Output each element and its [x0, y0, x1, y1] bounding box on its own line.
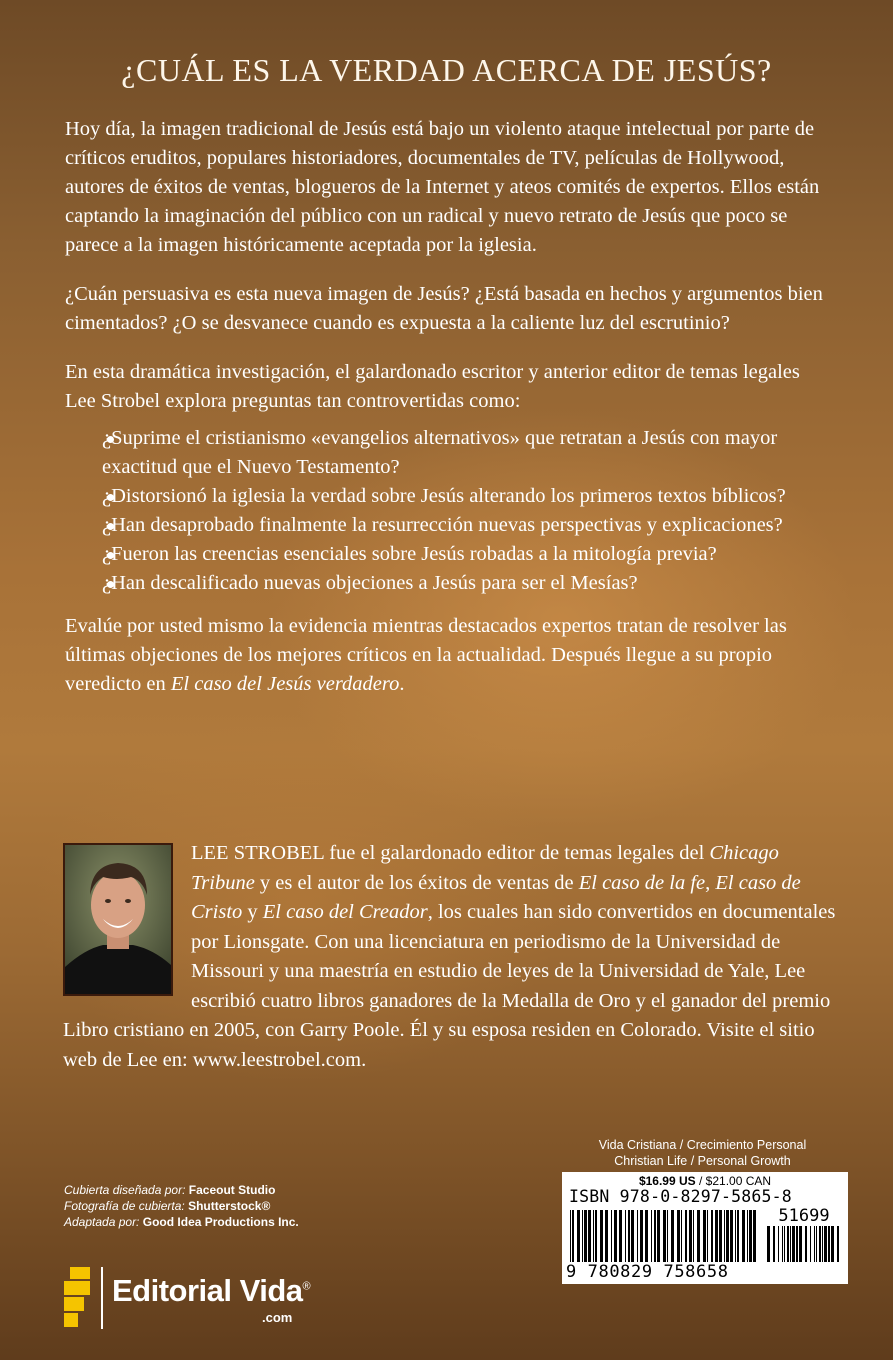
barcode-bar	[730, 1210, 733, 1262]
ean-barcode-icon	[570, 1210, 756, 1262]
book-title: El caso del Jesús verdadero	[170, 673, 400, 695]
barcode-bar	[593, 1210, 594, 1262]
isbn-number: ISBN 978-0-8297-5865-8	[569, 1187, 792, 1206]
barcode-bar	[773, 1226, 775, 1262]
barcode-bar	[640, 1210, 643, 1262]
ean-digits: 9 780829 758658	[566, 1262, 729, 1282]
barcode-bar	[681, 1210, 682, 1262]
addon-digits: 51699	[778, 1206, 830, 1226]
barcode-bar	[651, 1210, 652, 1262]
barcode-bar	[742, 1210, 745, 1262]
publisher-logo	[62, 1263, 342, 1333]
barcode-bar	[784, 1226, 785, 1262]
list-item: ¿Fueron las creencias esenciales sobre Jesús robadas a la mitología previa?	[102, 543, 717, 565]
barcode-bar	[747, 1210, 748, 1262]
barcode-bar	[719, 1210, 722, 1262]
barcode-bar	[605, 1210, 608, 1262]
list-item: ¿Han descalificado nuevas objeciones a Jesús para ser el Mesías?	[102, 572, 638, 594]
barcode-bar	[749, 1210, 752, 1262]
category-label: Vida Cristiana / Crecimiento Personal Christian Life / Personal Growth	[598, 1138, 807, 1168]
barcode-bar	[677, 1210, 680, 1262]
barcode-bar	[582, 1210, 583, 1262]
closing-paragraph: Evalúe por usted mismo la evidencia mientras destacados expertos tratan de resolver las últimas objeciones de los mejores críticos en la actualidad. Después llegue a su propio veredicto en El caso del Jesús verdadero.	[65, 615, 787, 695]
barcode-bar	[792, 1226, 795, 1262]
intro-paragraph: Hoy día, la imagen tradicional de Jesús está bajo un violento ataque intelectual por parte de críticos eruditos, populares historiadores, documentales de TV, películas de Hollywood, autores de éxitos de ventas, blogueros de la Internet y ateos comités de expertos. Ellos están captando la imaginación del público con un radical y nuevo retrato de Jesús que poco se parece a la imagen históricamente aceptada por la iglesia.	[65, 118, 820, 256]
barcode-bar	[799, 1226, 802, 1262]
barcode-bar	[595, 1210, 597, 1262]
credit-adaptation: Adaptada por: Good Idea Productions Inc.	[64, 1215, 299, 1229]
barcode-bar	[787, 1226, 789, 1262]
barcode-bar	[796, 1226, 798, 1262]
barcode-bar	[577, 1210, 580, 1262]
barcode-bar	[735, 1210, 736, 1262]
editorial-vida-mark-icon	[62, 1263, 92, 1331]
barcode-bar	[790, 1226, 791, 1262]
barcode-bar	[614, 1210, 617, 1262]
barcode-bar	[637, 1210, 638, 1262]
barcode-bar	[625, 1210, 626, 1262]
barcode-bar	[570, 1210, 571, 1262]
publisher-name: Editorial Vida®	[112, 1273, 311, 1308]
barcode-bar	[667, 1210, 668, 1262]
barcode-bar	[753, 1210, 756, 1262]
logo-divider	[101, 1267, 103, 1329]
barcode-bar	[685, 1210, 687, 1262]
credit-photo: Fotografía de cubierta: Shutterstock®	[64, 1199, 271, 1213]
addon-barcode-icon	[767, 1226, 841, 1262]
author-name: LEE STROBEL	[191, 842, 325, 864]
back-cover-title: ¿CUÁL ES LA VERDAD ACERCA DE JESÚS?	[121, 52, 772, 88]
barcode-bar	[619, 1210, 622, 1262]
barcode-bar	[715, 1210, 718, 1262]
barcode-bar	[831, 1226, 834, 1262]
barcode-bar	[703, 1210, 706, 1262]
list-item: ¿Distorsionó la iglesia la verdad sobre Jesús alterando los primeros textos bíblicos?	[102, 485, 786, 507]
barcode-bar	[737, 1210, 739, 1262]
barcode-bar	[631, 1210, 634, 1262]
barcode-bar	[724, 1210, 725, 1262]
barcode-bar	[824, 1226, 827, 1262]
cover-credits	[64, 1182, 299, 1230]
barcode-bar	[693, 1210, 694, 1262]
barcode-bar	[828, 1226, 830, 1262]
publisher-domain: .com	[262, 1310, 293, 1325]
barcode-bar	[671, 1210, 674, 1262]
price-label: $16.99 US / $21.00 CAN	[638, 1174, 772, 1188]
barcode-bar	[822, 1226, 823, 1262]
barcode-bar	[628, 1210, 630, 1262]
barcode-bar	[819, 1226, 821, 1262]
barcode-panel	[562, 1172, 848, 1284]
barcode-bar	[778, 1226, 779, 1262]
barcode-bar	[663, 1210, 666, 1262]
barcode-bar	[782, 1226, 783, 1262]
investigation-paragraph: En esta dramática investigación, el galardonado escritor y anterior editor de temas legales Lee Strobel explora preguntas tan controvertidas como:	[65, 361, 800, 412]
barcode-bar	[697, 1210, 700, 1262]
barcode-bar	[645, 1210, 648, 1262]
author-bio: LEE STROBEL fue el galardonado editor de temas legales del Chicago Tribune y es el autor de los éxitos de ventas de El caso de la fe, El caso de Cristo y El caso del Creador, los cuales han sido convertidos en documentales por Lionsgate. Con una licenciatura en periodismo de la Universidad de Missouri y una maestría en estudio de leyes de la Universidad de Yale, Lee escribió cuatro libros ganadores de la Medalla de Oro y el ganador del premio Libro cristiano en 2005, con Garry Poole. Él y su esposa residen en Colorado. Visite el sitio web de Lee en: www.leestrobel.com.	[63, 842, 836, 1071]
list-item: ¿Han desaprobado finalmente la resurrección nuevas perspectivas y explicaciones?	[102, 514, 783, 536]
barcode-bar	[711, 1210, 713, 1262]
credit-design: Cubierta diseñada por: Faceout Studio	[64, 1183, 276, 1197]
barcode-bar	[805, 1226, 807, 1262]
barcode-bar	[584, 1210, 587, 1262]
questions-paragraph: ¿Cuán persuasiva es esta nueva imagen de Jesús? ¿Está basada en hechos y argumentos bien cimentados? ¿O se desvanece cuando es expuesta a la caliente luz del escrutinio?	[65, 283, 823, 334]
barcode-bar	[726, 1210, 729, 1262]
barcode-bar	[837, 1226, 839, 1262]
description-block	[65, 115, 835, 719]
barcode-bar	[816, 1226, 817, 1262]
barcode-bar	[654, 1210, 656, 1262]
barcode-bar	[689, 1210, 692, 1262]
barcode-bar	[814, 1226, 815, 1262]
barcode-bar	[572, 1210, 574, 1262]
barcode-bar	[588, 1210, 591, 1262]
barcode-bar	[657, 1210, 660, 1262]
question-list	[65, 424, 835, 598]
barcode-bar	[611, 1210, 612, 1262]
barcode-bar	[810, 1226, 811, 1262]
barcode-bar	[600, 1210, 603, 1262]
barcode-bar	[707, 1210, 708, 1262]
list-item: ¿Suprime el cristianismo «evangelios alternativos» que retratan a Jesús con mayor exactitud que el Nuevo Testamento?	[102, 427, 778, 478]
barcode-bar	[767, 1226, 770, 1262]
